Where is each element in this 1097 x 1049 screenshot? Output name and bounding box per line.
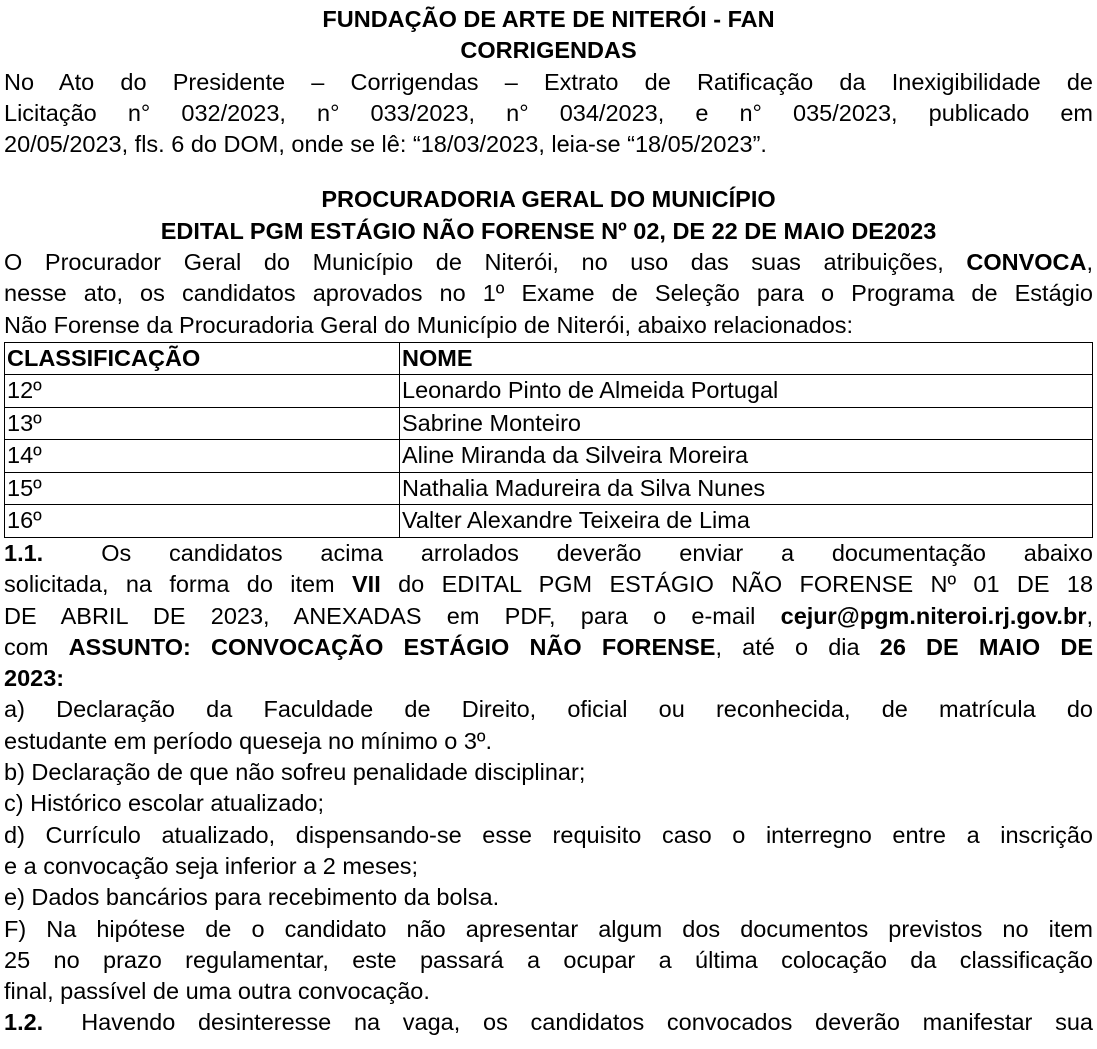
- intro-line-1: [4, 247, 1093, 278]
- comma: ,: [1086, 602, 1093, 629]
- section-number: 1.2.: [4, 1009, 44, 1036]
- section-number: 1.1.: [4, 539, 44, 566]
- deadline: 26 DE MAIO DE: [879, 633, 1094, 660]
- name-cell: Aline Miranda da Silveira Moreira: [400, 440, 1093, 473]
- item-a-line-1: [4, 694, 1093, 725]
- section-text: DE ABRIL DE 2023, ANEXADAS em PDF, para o e-mail: [4, 602, 756, 629]
- section-1-1-line-5: 2023:: [4, 665, 65, 692]
- item-e: e) Dados bancários para recebimento da bolsa.: [4, 884, 500, 911]
- email-subject: ASSUNTO: CONVOCAÇÃO ESTÁGIO NÃO FORENSE: [68, 633, 716, 660]
- corrigenda-line-3: 20/05/2023, fls. 6 do DOM, onde se lê: “18/03/2023, leia-se “18/05/2023”.: [4, 131, 767, 158]
- item-text: Declaração da Faculdade de Direito, oficial ou reconhecida, de matrícula do: [56, 696, 1093, 723]
- section-text: Os candidatos acima arrolados deverão enviar a documentação abaixo: [101, 539, 1093, 566]
- item-b: b) Declaração de que não sofreu penalidade disciplinar;: [4, 759, 586, 786]
- corrigenda-line-2: Licitação n° 032/2023, n° 033/2023, n° 034/2023, e n° 035/2023, publicado em: [4, 99, 1093, 126]
- section-gap: [4, 160, 1093, 184]
- section-text: solicitada, na forma do item: [4, 571, 335, 598]
- section-1-1-line-3: [4, 601, 1093, 632]
- section-1-1-line-2: [4, 569, 1093, 600]
- rank-cell: 13º: [5, 407, 400, 440]
- table-row: [5, 407, 1093, 440]
- rank-cell: 16º: [5, 505, 400, 538]
- intro-line-2: nesse ato, os candidatos aprovados no 1º Exame de Seleção para o Programa de Estágio: [4, 280, 1093, 307]
- name-cell: Sabrine Monteiro: [400, 407, 1093, 440]
- item-c: c) Histórico escolar atualizado;: [4, 790, 324, 817]
- section-text: com: [4, 633, 49, 660]
- item-a-line-2: estudante em período queseja no mínimo o 3º.: [4, 727, 493, 754]
- rank-cell: 12º: [5, 375, 400, 408]
- corrigenda-line-1: No Ato do Presidente – Corrigendas – Extrato de Ratificação da Inexigibilidade de: [4, 68, 1093, 95]
- candidates-table: [4, 342, 1093, 538]
- item-f-line-3: final, passível de uma outra convocação.: [4, 978, 430, 1005]
- item-d-line-1: d) Currículo atualizado, dispensando-se esse requisito caso o interregno entre a inscrição: [4, 821, 1093, 848]
- item-label: a): [4, 696, 25, 723]
- intro-line-3: Não Forense da Procuradoria Geral do Município de Niterói, abaixo relacionados:: [4, 311, 854, 338]
- intro-comma: ,: [1086, 249, 1094, 276]
- table-header-row: [5, 342, 1093, 375]
- fan-subtitle: CORRIGENDAS: [460, 37, 637, 64]
- section-text: do EDITAL PGM ESTÁGIO NÃO FORENSE Nº 01 DE 18: [398, 571, 1094, 598]
- edital-title: EDITAL PGM ESTÁGIO NÃO FORENSE Nº 02, DE 22 DE MAIO DE2023: [160, 217, 937, 244]
- name-cell: Nathalia Madureira da Silva Nunes: [400, 472, 1093, 505]
- fan-title: FUNDAÇÃO DE ARTE DE NITERÓI - FAN: [322, 6, 775, 32]
- table-row: [5, 472, 1093, 505]
- table-row: [5, 505, 1093, 538]
- convoca-keyword: CONVOCA: [966, 249, 1087, 276]
- header-classificacao: CLASSIFICAÇÃO: [5, 342, 400, 375]
- rank-cell: 14º: [5, 440, 400, 473]
- rank-cell: 15º: [5, 472, 400, 505]
- section-1-1-line-4: [4, 632, 1093, 663]
- item-ref: VII: [352, 571, 381, 598]
- email-address: cejur@pgm.niteroi.rj.gov.br: [780, 602, 1087, 629]
- name-cell: Leonardo Pinto de Almeida Portugal: [400, 375, 1093, 408]
- section-text: , até o dia: [715, 633, 860, 660]
- intro-text: O Procurador Geral do Município de Niterói, no uso das suas atribuições,: [4, 249, 944, 276]
- header-nome: NOME: [400, 342, 1093, 375]
- item-f-line-1: F) Na hipótese de o candidato não apresentar algum dos documentos previstos no item: [4, 915, 1093, 942]
- item-d-line-2: e a convocação seja inferior a 2 meses;: [4, 852, 419, 879]
- pgm-title: PROCURADORIA GERAL DO MUNICÍPIO: [321, 186, 776, 213]
- table-row: [5, 375, 1093, 408]
- table-row: [5, 440, 1093, 473]
- name-cell: Valter Alexandre Teixeira de Lima: [400, 505, 1093, 538]
- section-1-1-line-1: [4, 538, 1093, 569]
- section-1-2-line-1: [4, 1007, 1093, 1038]
- section-text: Havendo desinteresse na vaga, os candidatos convocados deverão manifestar sua: [81, 1009, 1093, 1036]
- item-f-line-2: 25 no prazo regulamentar, este passará a ocupar a última colocação da classificação: [4, 946, 1093, 973]
